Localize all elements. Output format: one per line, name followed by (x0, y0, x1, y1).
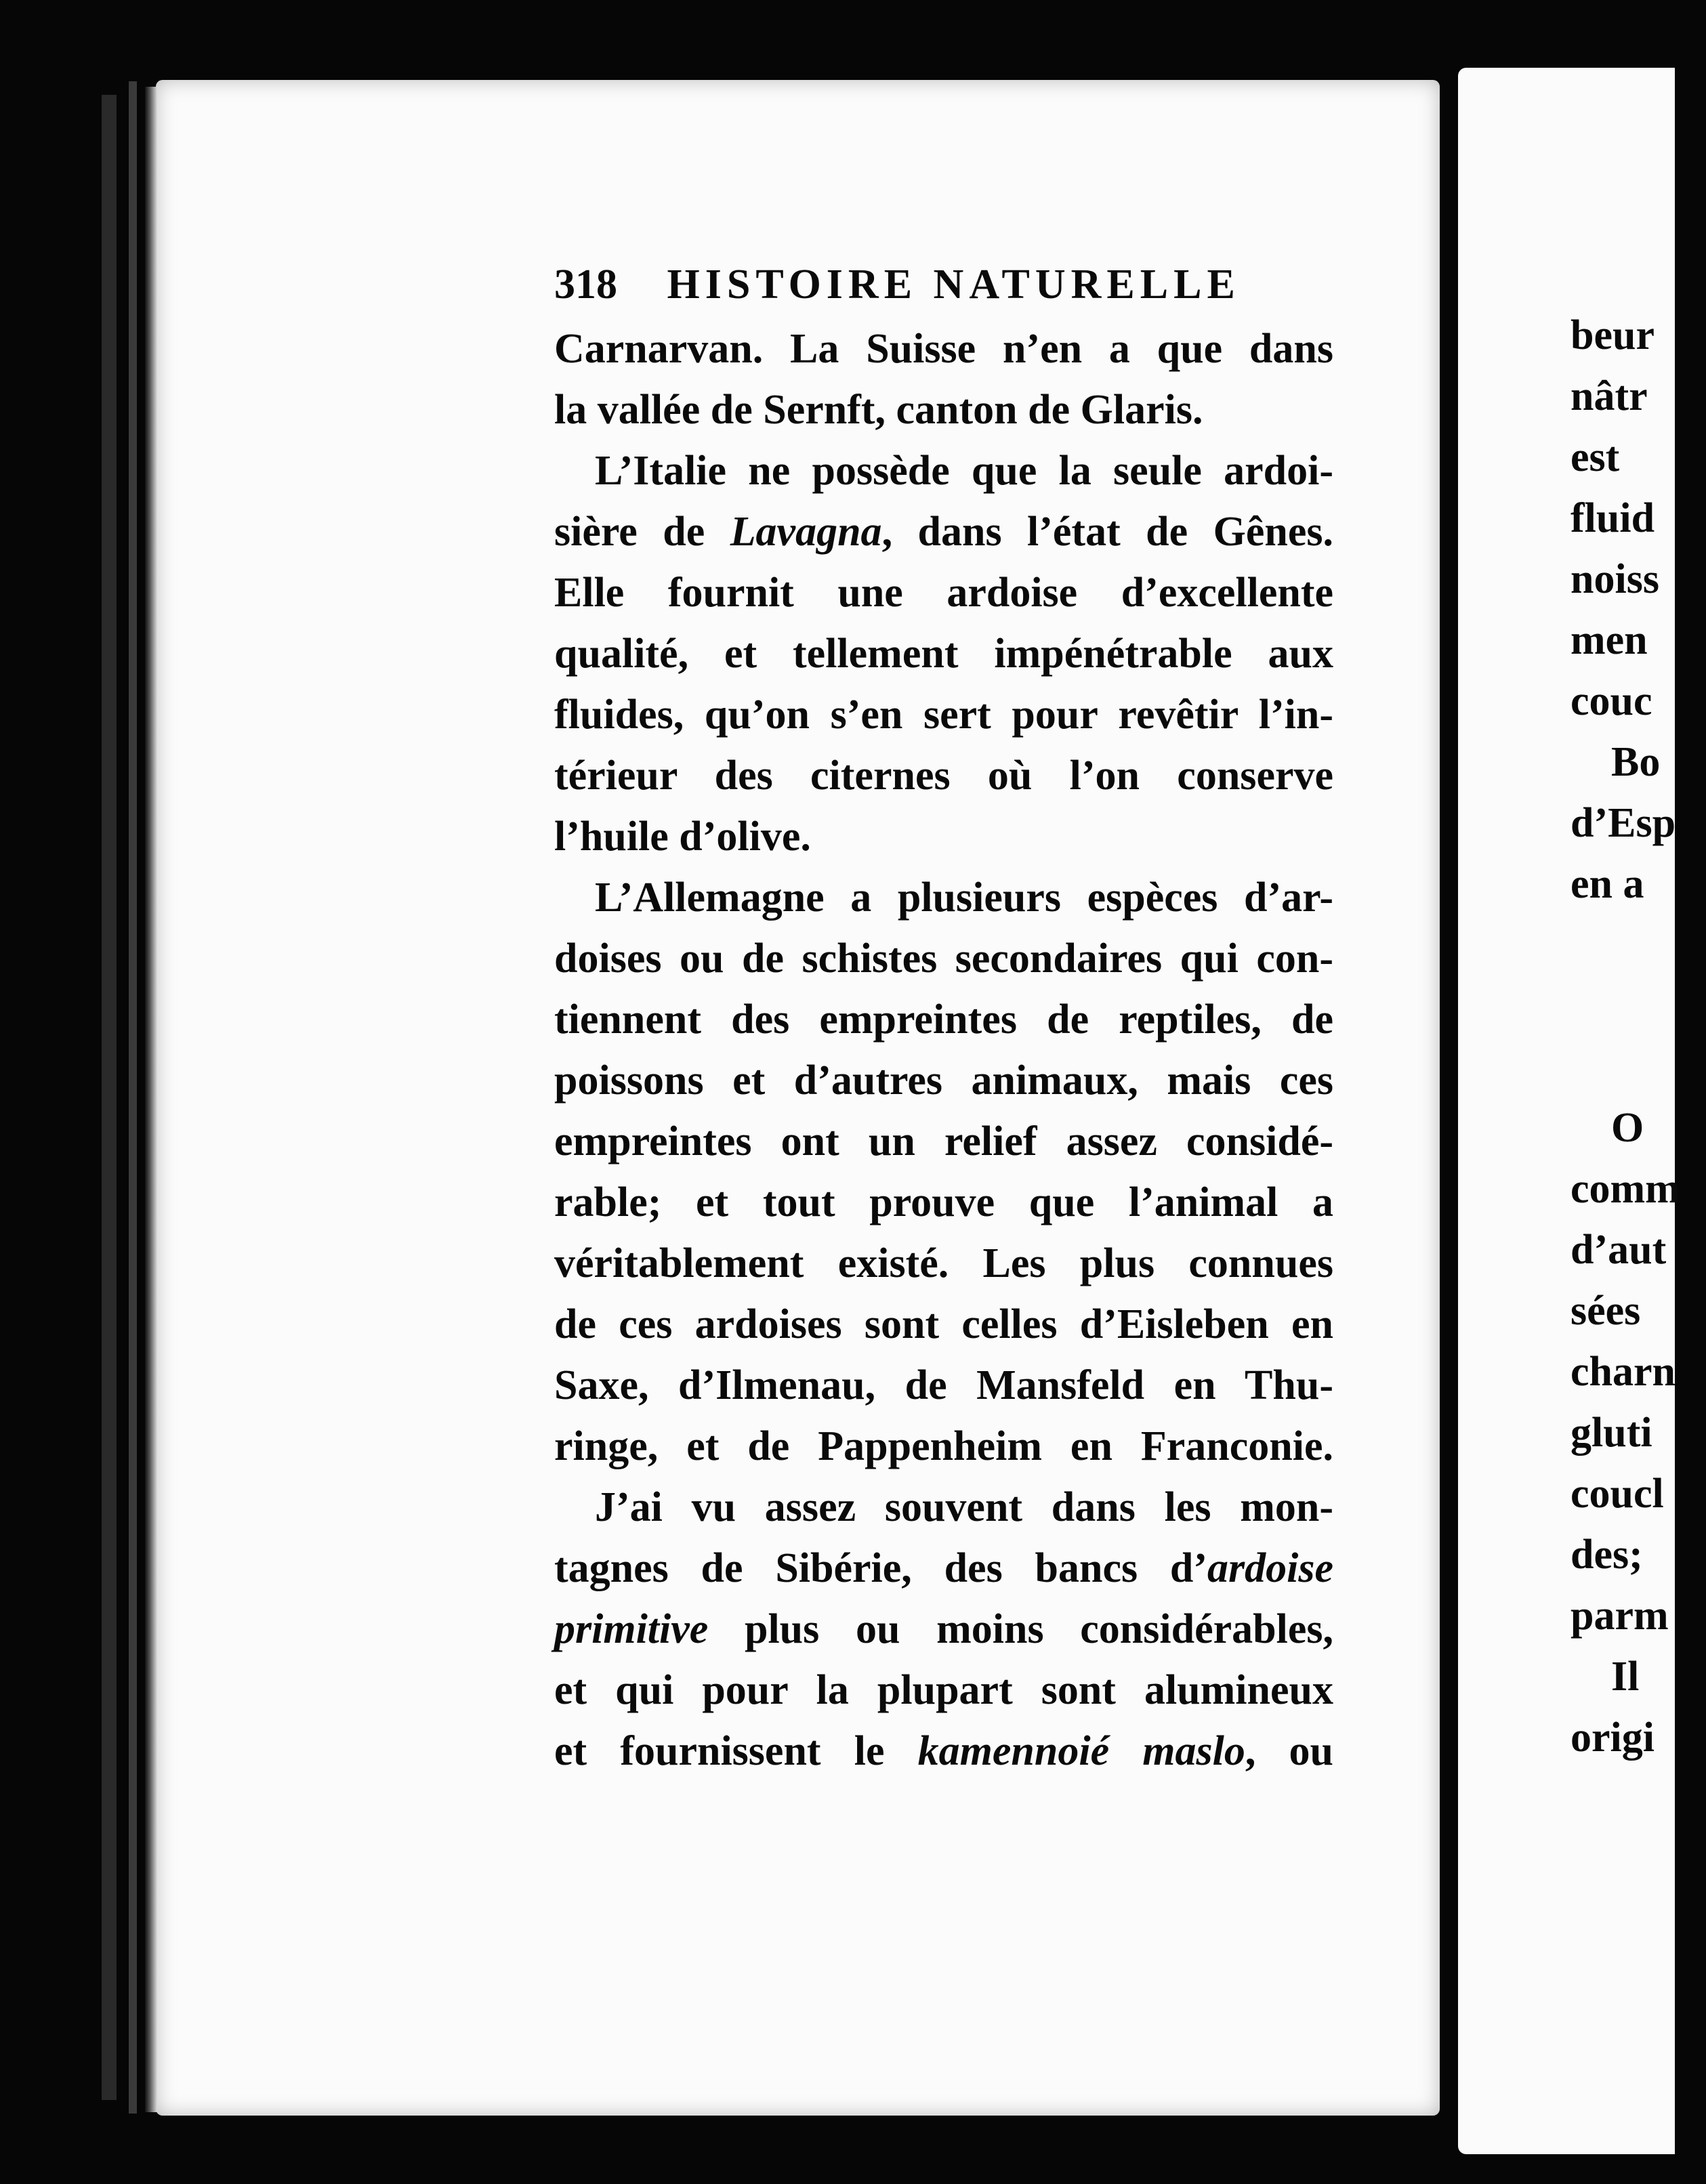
facing-page-line: coucl (1570, 1471, 1664, 1517)
text-line (554, 1538, 1333, 1599)
facing-page-line: beur (1570, 312, 1655, 358)
text-segment: , ou (1245, 1728, 1334, 1774)
facing-page-line (1570, 975, 1706, 1036)
facing-page-line: couc (1570, 678, 1652, 724)
text-segment: plus ou moins considérables, (708, 1606, 1333, 1652)
text-line: Saxe, d’Ilmenau, de Mansfeld en Thu- (554, 1362, 1333, 1408)
facing-page-line: Il (1611, 1654, 1640, 1700)
facing-page-line: d’Esp (1570, 800, 1676, 846)
scan-edge-left (102, 95, 117, 2100)
text-line: Carnarvan. La Suisse n’en a que dans (554, 326, 1333, 372)
text-line: empreintes ont un relief assez considé- (554, 1118, 1333, 1164)
text-line: et qui pour la plupart sont alumineux (554, 1667, 1333, 1713)
text-line: véritablement existé. Les plus connues (554, 1240, 1333, 1286)
text-line (554, 1599, 1333, 1660)
italic-text: primitive (554, 1606, 709, 1652)
facing-page-line (1570, 915, 1706, 975)
facing-page-line: comm (1570, 1166, 1680, 1212)
facing-page-line: des; (1570, 1532, 1643, 1578)
text-line (554, 501, 1333, 562)
facing-page-line: est (1570, 434, 1620, 480)
facing-page-line: nâtr (1570, 373, 1648, 419)
running-title: HISTOIRE NATURELLE (667, 261, 1241, 308)
facing-page-line: Bo (1611, 739, 1661, 785)
text-line: qualité, et tellement impénétrable aux (554, 631, 1333, 677)
text-line: l’huile d’olive. (554, 814, 811, 860)
facing-page-line: en a (1570, 861, 1644, 907)
facing-page-text (1570, 305, 1706, 1768)
text-segment: , dans l’état de Gênes. (881, 509, 1333, 555)
text-line: L’Allemagne a plusieurs espèces d’ar- (595, 875, 1333, 921)
facing-page-line: d’aut (1570, 1227, 1667, 1273)
facing-page-line: O (1611, 1105, 1644, 1151)
text-segment: tagnes de Sibérie, des bancs d’ (554, 1545, 1207, 1591)
page-number: 318 (554, 261, 617, 308)
facing-page-line: parm (1570, 1593, 1669, 1639)
facing-page-line: origi (1570, 1715, 1655, 1761)
text-line: doises ou de schistes secondaires qui con- (554, 936, 1333, 982)
facing-page-line (1570, 1036, 1706, 1097)
text-line (554, 1721, 1333, 1782)
facing-page-line: fluid (1570, 495, 1655, 541)
text-segment: sière de (554, 509, 730, 555)
facing-page-line: men (1570, 617, 1648, 663)
text-line: tiennent des empreintes de reptiles, de (554, 996, 1333, 1043)
running-header (554, 251, 1333, 318)
left-page-text (554, 251, 1333, 1782)
facing-page-line: noiss (1570, 556, 1659, 602)
facing-page-line: gluti (1570, 1410, 1652, 1456)
scan-edge-left-inner (129, 81, 137, 2114)
text-line: ringe, et de Pappenheim en Franconie. (554, 1423, 1333, 1469)
text-line: J’ai vu assez souvent dans les mon- (595, 1484, 1333, 1530)
text-line: fluides, qu’on s’en sert pour revêtir l’in- (554, 692, 1333, 738)
text-line: rable; et tout prouve que l’animal a (554, 1179, 1333, 1225)
text-segment: et fournissent le (554, 1728, 918, 1774)
text-line: poissons et d’autres animaux, mais ces (554, 1057, 1333, 1104)
main-text-body (554, 318, 1333, 1782)
text-line: L’Italie ne possède que la seule ardoi- (595, 448, 1333, 494)
facing-page-line: charn (1570, 1349, 1676, 1395)
italic-text: Lavagna (730, 509, 882, 555)
facing-page-line: sées (1570, 1288, 1641, 1334)
text-line: de ces ardoises sont celles d’Eisleben en (554, 1301, 1333, 1347)
text-line: Elle fournit une ardoise d’excellente (554, 570, 1333, 616)
italic-text: kamennoié maslo (917, 1728, 1245, 1774)
text-line: la vallée de Sernft, canton de Glaris. (554, 387, 1203, 433)
italic-text: ardoise (1207, 1545, 1333, 1591)
text-line: térieur des citernes où l’on conserve (554, 753, 1333, 799)
